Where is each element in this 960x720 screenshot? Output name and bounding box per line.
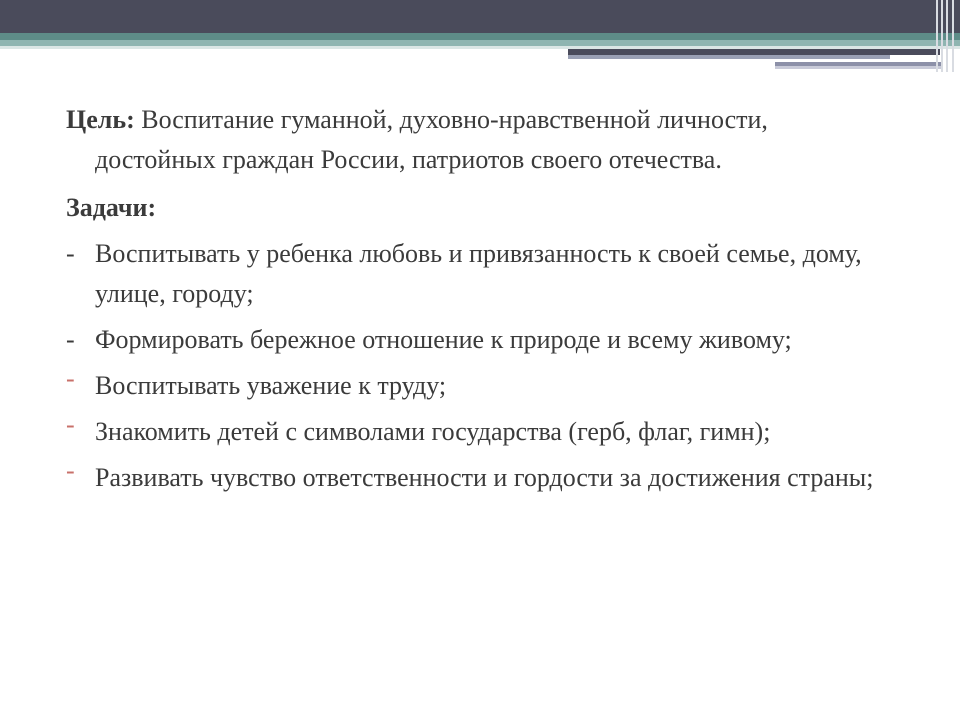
tasks-label: Задачи: [66,193,157,222]
task-text: Воспитывать у ребенка любовь и привязанность к своей семье, дому, улице, городу; [95,239,862,308]
goal-text: Воспитание гуманной, духовно-нравственной личности, достойных граждан России, патриотов своего отечества. [95,105,768,174]
task-text: Воспитывать уважение к труду; [95,371,447,400]
dash-bullet: - [66,410,75,439]
header-vline [952,0,954,72]
slide-body [66,100,886,504]
goal-label: Цель: [66,105,135,134]
header-vline [936,0,938,72]
goal-paragraph [66,100,886,180]
task-text: Развивать чувство ответственности и гордости за достижения страны; [95,463,874,492]
header-rule-long-shadow [568,55,890,59]
dash-bullet: - [66,239,75,268]
dash-bullet: - [66,456,75,485]
task-item [66,458,886,498]
task-item [66,234,886,314]
task-text: Формировать бережное отношение к природе и всему живому; [95,325,792,354]
header-vline [941,0,943,72]
header-vline [946,0,948,72]
header-accent-stripe [0,33,960,40]
tasks-heading [66,188,886,228]
task-item [66,320,886,360]
header-bar [0,0,960,33]
task-item [66,412,886,452]
dash-bullet: - [66,364,75,393]
task-item [66,366,886,406]
header-vertical-lines [930,0,960,72]
header-rule-short-shadow [775,66,943,69]
dash-bullet: - [66,325,75,354]
task-text: Знакомить детей с символами государства (герб, флаг, гимн); [95,417,771,446]
